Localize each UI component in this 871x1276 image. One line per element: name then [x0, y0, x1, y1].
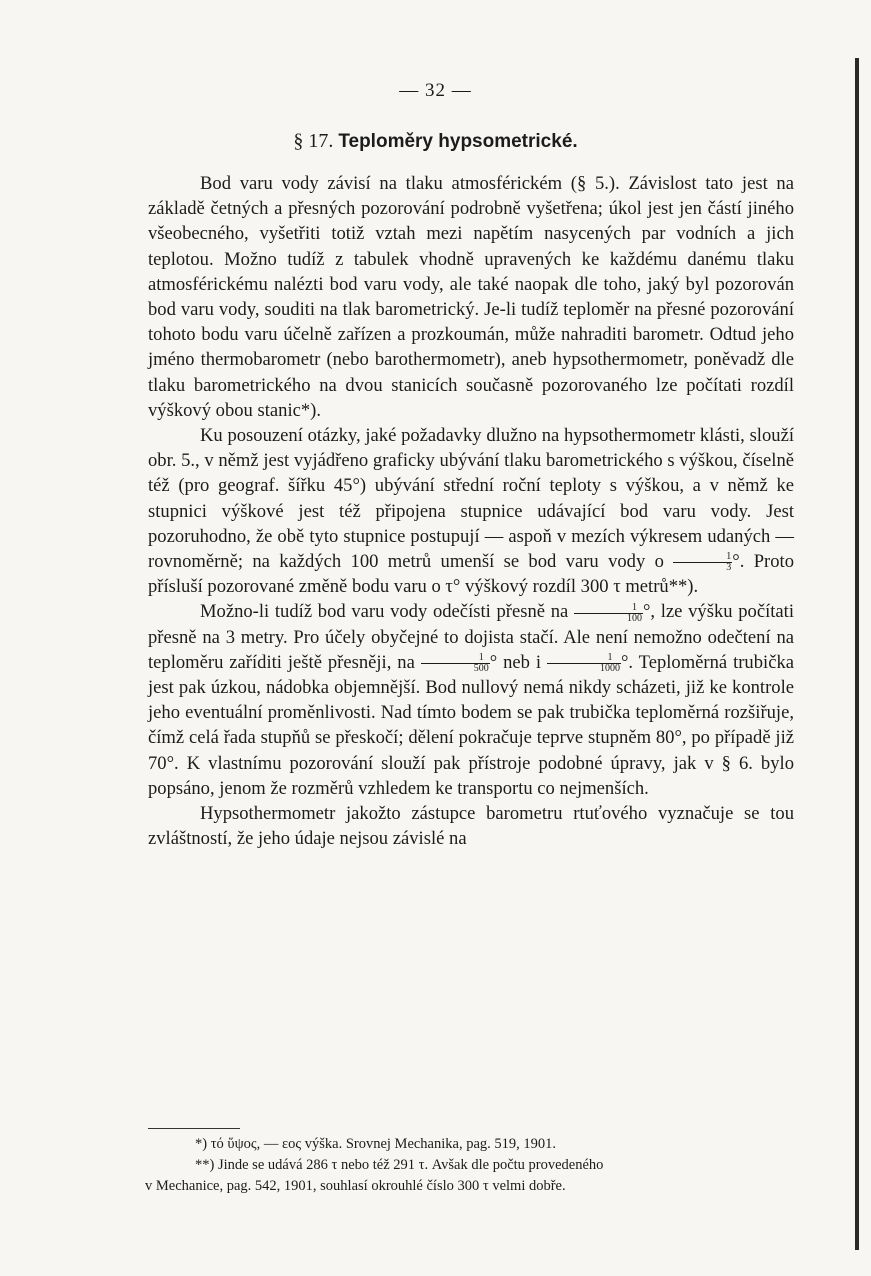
paragraph-4: Hypsothermometr jakožto zástupce barometru rtuťového vyznačuje se tou zvláštností, že jeho údaje nejsou závislé na: [148, 803, 794, 850]
fraction-denominator: 3: [726, 562, 732, 574]
fraction-numerator: 1: [673, 552, 732, 563]
fraction-numerator: 1: [574, 603, 643, 614]
fraction-denominator: 500: [473, 663, 489, 675]
fraction-one-five-hundredth: [421, 653, 490, 674]
fraction-one-hundredth: [574, 603, 643, 624]
fraction-numerator: 1: [547, 653, 621, 664]
paragraph-3: [148, 599, 794, 801]
footnote-2-continuation: v Mechanice, pag. 542, 1901, souhlasí okrouhlé číslo 300 τ velmi dobře.: [145, 1178, 566, 1194]
paragraph-3-text-a: Možno-li tudíž bod varu vody odečísti přesně na: [200, 601, 569, 623]
footnote-divider: [148, 1128, 240, 1129]
paragraph-3-text-c: ° neb i: [489, 651, 542, 673]
footnote-2: **) Jinde se udává 286 τ nebo též 291 τ. Avšak dle počtu provedeného: [195, 1157, 604, 1173]
fraction-denominator: 1000: [599, 663, 620, 675]
footnote-1: *) τό ὕψος, — εος výška. Srovnej Mechanika, pag. 519, 1901.: [195, 1136, 557, 1152]
paragraph-2-text-a: Ku posouzení otázky, jaké požadavky dlužno na hypsothermometr klásti, slouží obr. 5., v němž jest vyjádřeno graficky ubývání tlaku barometrického s výškou, číselně též (pro geograf. šířku 45°) ubývání střední roční teploty s výškou, a v němž ke stupnici výškové jest též připojena stupnice udávající bod varu vody. Jest pozoruhodno, že obě tyto stupnice postupují — aspoň v mezích výkresem udaných — rovnoměrně; na každých 100 metrů umenší se bod varu vody o: [148, 425, 794, 573]
paragraph-3-text-b: °, lze výšku počítati přesně na 3 metry. Pro účely obyčejné to dojista stačí. Ale není nemožno odečtení na teploměru zaříditi ještě přesněji, na: [148, 601, 794, 673]
fraction-one-third: [673, 552, 732, 573]
footnotes: [145, 1134, 795, 1197]
paragraph-1: Bod varu vody závisí na tlaku atmosférickém (§ 5.). Závislost tato jest na základě četných a přesných pozorování podrobně vyšetřena; úkol jest jen částí jiného všeobecného, vyšetřiti totiž vztah mezi napětím nasycených par vodních a jich teplotou. Možno tudíž z tabulek vhodně upravených ke každému danému tlaku atmosférickému nalézti bod varu vody, ale také naopak dle toho, jaký byl pozorován bod varu vody, souditi na tlak barometrický. Je-li tudíž teploměr na přesné pozorování tohoto bodu varu účelně zařízen a prozkoumán, může nahraditi barometr. Odtud jeho jméno thermobarometr (nebo barothermometr), aneb hypsothermometr, poněvadž dle tlaku barometrického na dvou stanicích současně pozorovaného lze počítati rozdíl výškový obou stanic*).: [148, 173, 794, 421]
section-heading: [0, 130, 871, 153]
paragraph-2-text-b: °. Proto přísluší pozorované změně bodu varu o τ° výškový rozdíl 300 τ metrů**).: [148, 551, 794, 598]
fraction-one-thousandth: [547, 653, 621, 674]
section-title: Teploměry hypsometrické.: [338, 131, 578, 152]
page-number: — 32 —: [399, 80, 472, 101]
paragraph-2: [148, 423, 794, 599]
fraction-numerator: 1: [421, 653, 490, 664]
page-edge-line: [855, 58, 859, 1250]
fraction-denominator: 100: [626, 612, 642, 624]
section-number: § 17.: [293, 130, 334, 152]
paragraph-3-text-d: °. Teploměrná trubička jest pak úzkou, nádobka objemnější. Bod nullový nemá nikdy scházeti, již ke kontrole jeho eventuální proměnlivosti. Nad tímto bodem se pak trubička teploměrná rozšiřuje, čímž celá řada stupňů se přeskočí; dělení pokračuje teprve stupněm 80°, po případě již 70°. K vlastnímu pozorování slouží pak přístroje podobné úpravy, jak v § 6. bylo popsáno, jenom že rozměrů vzhledem ke transportu co nejmenších.: [148, 651, 794, 799]
body-text: [148, 171, 794, 851]
